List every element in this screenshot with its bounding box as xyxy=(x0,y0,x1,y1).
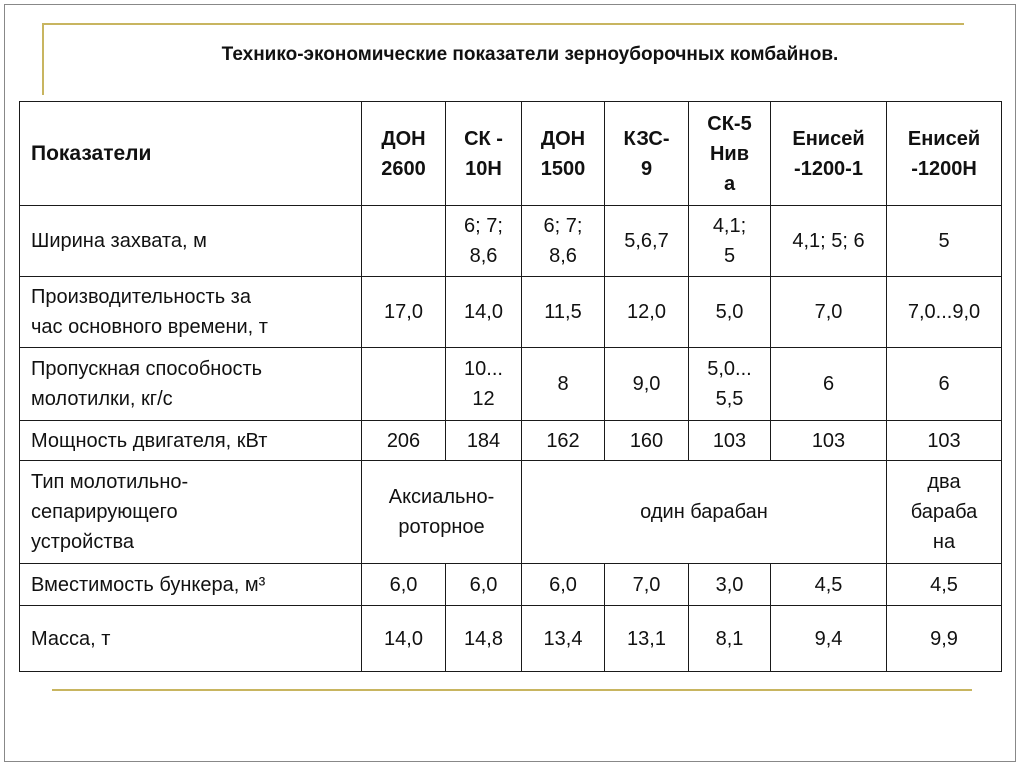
table-cell: 184 xyxy=(446,421,522,461)
indicators-table xyxy=(19,101,1002,672)
column-header: ДОН 2600 xyxy=(362,102,446,206)
table-cell xyxy=(362,206,446,277)
table-cell: 5 xyxy=(887,206,1002,277)
row-label: Тип молотильно- сепарирующего устройства xyxy=(20,461,362,564)
table-cell: 103 xyxy=(887,421,1002,461)
table-cell: 103 xyxy=(771,421,887,461)
table-cell: 162 xyxy=(522,421,605,461)
table-row xyxy=(20,206,1002,277)
decorative-bottom-rule xyxy=(52,689,972,691)
table-cell: 14,8 xyxy=(446,606,522,672)
row-label: Вместимость бункера, м³ xyxy=(20,564,362,606)
table-cell: 5,6,7 xyxy=(605,206,689,277)
table-cell: 206 xyxy=(362,421,446,461)
table-cell: 4,5 xyxy=(771,564,887,606)
table-cell: 14,0 xyxy=(446,277,522,348)
row-label: Ширина захвата, м xyxy=(20,206,362,277)
table-cell: два бараба на xyxy=(887,461,1002,564)
table-row xyxy=(20,564,1002,606)
table-cell: 14,0 xyxy=(362,606,446,672)
table-cell: 6,0 xyxy=(446,564,522,606)
table-cell: 9,9 xyxy=(887,606,1002,672)
row-label: Масса, т xyxy=(20,606,362,672)
column-header: Енисей -1200-1 xyxy=(771,102,887,206)
table-cell: 3,0 xyxy=(689,564,771,606)
table-cell: 12,0 xyxy=(605,277,689,348)
table-cell: 7,0...9,0 xyxy=(887,277,1002,348)
table-cell: 8,1 xyxy=(689,606,771,672)
table-row xyxy=(20,461,1002,564)
table-cell: 6; 7; 8,6 xyxy=(446,206,522,277)
row-label: Пропускная способность молотилки, кг/с xyxy=(20,348,362,421)
table-cell: 4,1; 5; 6 xyxy=(771,206,887,277)
table-row xyxy=(20,277,1002,348)
column-header: СК - 10Н xyxy=(446,102,522,206)
table-cell: 6 xyxy=(771,348,887,421)
table-cell: 6 xyxy=(887,348,1002,421)
table-cell: 4,5 xyxy=(887,564,1002,606)
table-cell: Аксиально- роторное xyxy=(362,461,522,564)
table-cell: 13,1 xyxy=(605,606,689,672)
column-header: СК-5 Нив а xyxy=(689,102,771,206)
table-cell: 103 xyxy=(689,421,771,461)
table-header-row xyxy=(20,102,1002,206)
row-label: Производительность за час основного времени, т xyxy=(20,277,362,348)
table-cell: 9,4 xyxy=(771,606,887,672)
table-cell: 4,1; 5 xyxy=(689,206,771,277)
table-cell: 9,0 xyxy=(605,348,689,421)
table-row xyxy=(20,606,1002,672)
table-cell: 6; 7; 8,6 xyxy=(522,206,605,277)
table-cell: 5,0 xyxy=(689,277,771,348)
page-title: Технико-экономические показатели зерноуборочных комбайнов. xyxy=(221,44,839,65)
column-header: ДОН 1500 xyxy=(522,102,605,206)
table-cell: 8 xyxy=(522,348,605,421)
decorative-top-rule xyxy=(44,23,964,25)
column-header: Енисей -1200Н xyxy=(887,102,1002,206)
table-cell: 7,0 xyxy=(605,564,689,606)
table-cell: 10... 12 xyxy=(446,348,522,421)
column-header: КЗС- 9 xyxy=(605,102,689,206)
table-cell: 5,0... 5,5 xyxy=(689,348,771,421)
table-cell: 13,4 xyxy=(522,606,605,672)
table-cell xyxy=(362,348,446,421)
table-cell: 160 xyxy=(605,421,689,461)
header-label: Показатели xyxy=(20,102,362,206)
table-cell: 6,0 xyxy=(522,564,605,606)
table-cell: 6,0 xyxy=(362,564,446,606)
table-cell: один барабан xyxy=(522,461,887,564)
row-label: Мощность двигателя, кВт xyxy=(20,421,362,461)
table-cell: 17,0 xyxy=(362,277,446,348)
table-cell: 11,5 xyxy=(522,277,605,348)
table-row xyxy=(20,421,1002,461)
table-cell: 7,0 xyxy=(771,277,887,348)
table-row xyxy=(20,348,1002,421)
